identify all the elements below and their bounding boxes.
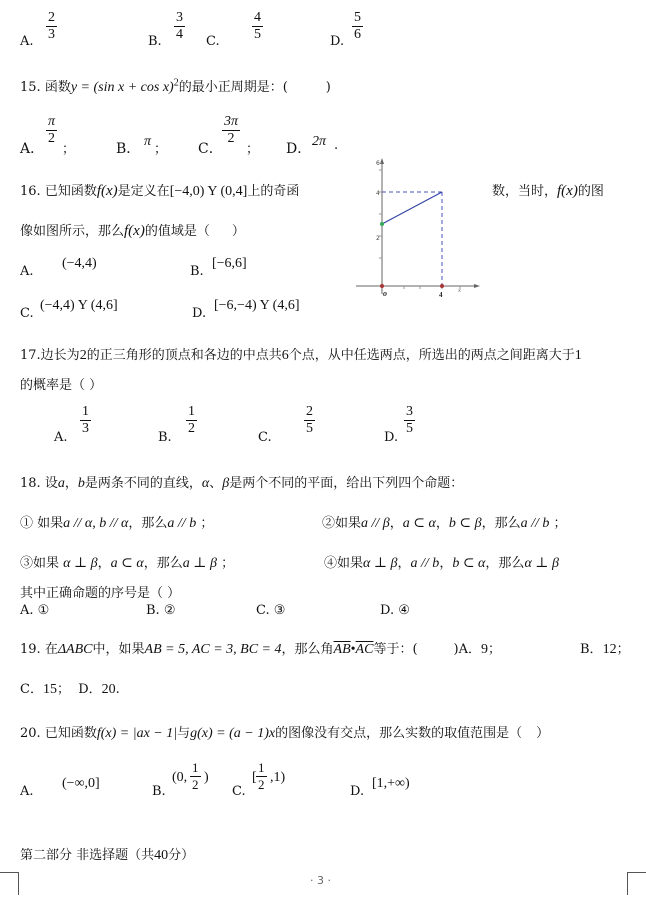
q18-prop-1: ① 如果a // α, b // α，那么a // b ； xyxy=(20,516,214,531)
q20-label-b: B. xyxy=(152,784,166,799)
q19-stem: 19. 在ΔABC中，如果AB = 5, AC = 3, BC = 4，那么角$\overline{AB}•\overline{AC}$等于：( )A．9； xyxy=(20,642,501,657)
crop-mark-left xyxy=(0,872,19,895)
q19-option-b: B．12； xyxy=(580,642,630,657)
q18-prop-3: ③如果 α ⊥ β，a ⊂ α，那么a ⊥ β ； xyxy=(20,556,235,571)
q14-label-a: A. xyxy=(20,34,34,49)
q16-stem-line2: 像如图所示，那么f(x)的值域是（ ） xyxy=(20,223,245,239)
q16-function-graph xyxy=(352,156,482,302)
y-axis-arrow xyxy=(380,158,384,164)
x-axis-label: x xyxy=(458,288,461,294)
x-label-4: 4 xyxy=(439,291,443,299)
q15-label-c: C． xyxy=(198,141,223,157)
q17-label-d: D. xyxy=(384,430,399,445)
q20-val-b-pre: (0, xyxy=(172,770,188,785)
q15-stem: 15. 函数y = (sin x + cos x)$^2$的最小正周期是：( ) xyxy=(20,77,331,95)
q20-val-a: (−∞,0] xyxy=(62,776,100,791)
q17-label-a: A. xyxy=(54,430,68,445)
q16-label-a: A. xyxy=(20,264,34,279)
q18-ask: 其中正确命题的序号是（ ） xyxy=(20,586,181,601)
q15-val-b: π xyxy=(144,134,152,149)
x-axis-arrow xyxy=(474,284,480,288)
crop-mark-right xyxy=(627,872,646,895)
q17-stem-line1: 17.边长为2的正三角形的顶点和各边的中点共6个点，从中任选两点，所选出的两点之间距离大于1 xyxy=(20,348,582,363)
q16-stem-line1: 16. 已知函数f(x)是定义在[−4,0) Y (0,4]上的奇函 xyxy=(20,183,300,199)
q20-val-c-post: ,1) xyxy=(270,770,286,785)
x4-point xyxy=(440,284,444,288)
q16-label-b: B. xyxy=(190,264,204,279)
q18-option-b: B. ② xyxy=(146,603,176,618)
segment-start-point xyxy=(380,222,384,226)
q14-frac-c: $\frac{4}{5}$ xyxy=(254,10,261,42)
q17-label-b: B. xyxy=(158,430,172,445)
q16-label-d: D. xyxy=(192,306,207,321)
q18-option-a: A. ① xyxy=(20,603,50,618)
q16-val-c: (−4,4) Y (4,6] xyxy=(40,298,118,313)
q16-label-c: C. xyxy=(20,306,34,321)
q20-frac-b: $\frac{1}{2}$ xyxy=(192,760,199,792)
q20-label-a: A. xyxy=(20,784,34,799)
q18-stem: 18. 设a，b是两条不同的直线，α、β是两个不同的平面，给出下列四个命题： xyxy=(20,476,464,491)
origin-point xyxy=(380,284,384,288)
q15-label-b: B． xyxy=(116,141,141,157)
q20-val-c-pre: [ xyxy=(252,770,257,785)
origin-label: o xyxy=(383,289,387,298)
q17-stem-line2: 的概率是（ ） xyxy=(20,378,103,393)
q16-val-d: [−6,−4) Y (4,6] xyxy=(214,298,300,313)
q16-val-a: (−4,4) xyxy=(62,256,97,271)
q17-frac-c: $\frac{2}{5}$ xyxy=(306,404,313,436)
q15-sep-b: ； xyxy=(154,142,168,157)
y-tick-label-2: 2 xyxy=(376,235,380,242)
q14-frac-b: $\frac{3}{4}$ xyxy=(176,10,183,42)
function-segment xyxy=(382,192,442,224)
q17-frac-a: $\frac{1}{3}$ xyxy=(82,404,89,436)
q20-val-b-post: ) xyxy=(204,770,209,785)
q15-sep-a: ； xyxy=(62,142,76,157)
q17-frac-d: $\frac{3}{5}$ xyxy=(406,404,413,436)
q15-label-d: D． xyxy=(286,141,312,157)
q15-frac-a: $\frac{\pi}{2}$ xyxy=(48,114,56,146)
page-number: · 3 · xyxy=(310,874,331,887)
q17-label-c: C. xyxy=(258,430,272,445)
q17-frac-b: $\frac{1}{2}$ xyxy=(188,404,195,436)
q14-label-c: C. xyxy=(206,34,220,49)
y-tick-label-6: 6 xyxy=(376,160,380,167)
q20-val-d: [1,+∞) xyxy=(372,776,410,791)
q15-end: . xyxy=(334,138,339,153)
q16-stem-line1b: 数，当时，f(x)的图 xyxy=(492,183,604,199)
q20-label-c: C. xyxy=(232,784,246,799)
q15-sep-c: ； xyxy=(246,142,260,157)
q15-frac-c: $\frac{3\pi}{2}$ xyxy=(224,114,239,146)
section-2-heading: 第二部分 非选择题（共40分） xyxy=(20,848,195,863)
q18-option-c: C. ③ xyxy=(256,603,286,618)
q18-prop-2: ②如果a // β，a ⊂ α，b ⊂ β，那么a // b ； xyxy=(322,516,567,531)
q18-prop-4: ④如果α ⊥ β，a // b，b ⊂ α，那么α ⊥ β xyxy=(324,556,559,571)
q14-label-b: B. xyxy=(148,34,162,49)
q14-label-d: D. xyxy=(330,34,345,49)
y-tick-label-4: 4 xyxy=(376,190,380,197)
q16-val-b: [−6,6] xyxy=(212,256,247,271)
q14-frac-a: $\frac{2}{3}$ xyxy=(48,10,55,42)
q14-frac-d: $\frac{5}{6}$ xyxy=(354,10,361,42)
q15-val-d: 2π xyxy=(312,134,327,149)
q20-stem: 20. 已知函数f(x) = |ax − 1|与g(x) = (a − 1)x的图像没有交点，那么实数的取值范围是（ ） xyxy=(20,726,550,741)
q20-frac-c: $\frac{1}{2}$ xyxy=(258,760,265,792)
q20-label-d: D. xyxy=(350,784,365,799)
q18-option-d: D. ④ xyxy=(380,603,410,618)
q19-options-cd: C．15； D．20. xyxy=(20,682,120,697)
q15-label-a: A． xyxy=(20,141,45,157)
